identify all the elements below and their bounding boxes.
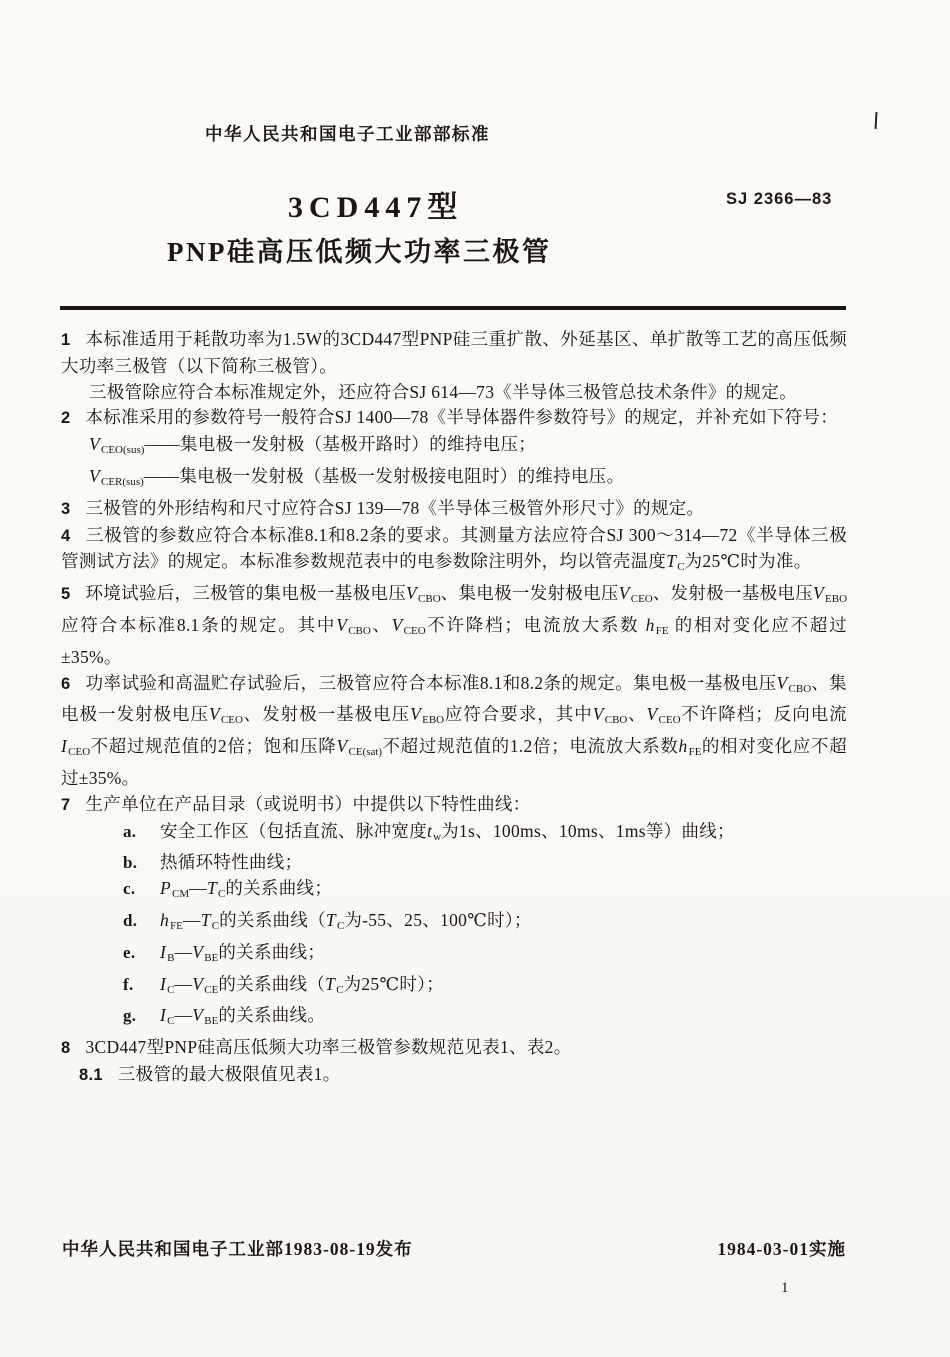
- text-segment: 、集电极一发射极电压: [61, 672, 847, 725]
- clause-continuation: [61, 464, 847, 496]
- symbol-subscript: EBO: [825, 593, 848, 606]
- clause-number: 8.1: [79, 1065, 103, 1084]
- clause-number: f.: [123, 974, 134, 994]
- symbol-variable: T: [666, 551, 677, 572]
- symbol-variable: T: [325, 909, 336, 930]
- document-title-model: 3CD447型: [288, 191, 464, 224]
- symbol-variable: V: [336, 614, 348, 635]
- text-segment: 、: [370, 614, 392, 635]
- symbol-subscript: CEO: [403, 624, 426, 637]
- text-segment: 三极管的参数应符合本标准8.1和8.2条的要求。其测量方法应符合SJ 300～314—72《半导体三极管测试方法》的规定。本标准参数规范表中的电参数除注明外，均以管壳温度: [61, 524, 847, 572]
- symbol-variable: t: [427, 820, 433, 841]
- text-segment: 三极管除应符合本标准规定外，还应符合SJ 614—73《半导体三极管总技术条件》的规定。: [89, 381, 797, 402]
- symbol-variable: V: [89, 465, 100, 486]
- text-segment: 本标准适用于耗散功率为1.5W的3CD447型PNP硅三重扩散、外延基区、单扩散等工艺的高压低频大功率三极管（以下简称三极管）。: [61, 329, 847, 376]
- clause-continuation: [61, 380, 847, 406]
- standard-number: SJ 2366—83: [726, 190, 833, 208]
- symbol-subscript: EBO: [422, 714, 445, 727]
- text-segment: 三极管的外形结构和尺寸应符合SJ 139—78《半导体三极管外形尺寸》的规定。: [85, 497, 705, 518]
- text-segment: 的相对变化应不超过±35%。: [61, 736, 847, 788]
- symbol-variable: h: [678, 736, 688, 757]
- clause-continuation: [61, 432, 847, 464]
- clause-number: 2: [61, 409, 71, 428]
- symbol-variable: V: [89, 434, 100, 455]
- clause-number: g.: [123, 1006, 137, 1026]
- symbol-variable: T: [325, 973, 336, 994]
- symbol-subscript: FE: [688, 746, 702, 759]
- text-segment: 的关系曲线（: [219, 909, 326, 930]
- symbol-variable: T: [200, 909, 211, 930]
- text-segment: 的相对变化应不超过±35%。: [61, 614, 847, 667]
- clause-number: 8: [61, 1039, 71, 1058]
- text-segment: 本标准采用的参数符号一般符合SJ 1400—78《半导体器件参数符号》的规定，并补充如下符号：: [85, 407, 838, 428]
- text-segment: 不超过规范值的1.2倍；电流放大系数: [382, 736, 679, 757]
- symbol-subscript: CER(sus): [101, 475, 144, 488]
- symbol-variable: V: [192, 941, 204, 962]
- symbol-subscript: CEO(sus): [101, 444, 145, 457]
- symbol-variable: V: [208, 704, 220, 725]
- document-body: [61, 327, 847, 1089]
- text-segment: 的关系曲线；: [218, 941, 326, 962]
- clause-number: 3: [61, 499, 71, 518]
- symbol-variable: V: [618, 583, 630, 604]
- clause-g-: [123, 1003, 847, 1035]
- text-segment: 环境试验后，三极管的集电极一基极电压: [85, 583, 407, 604]
- text-segment: 不许降档；电流放大系数: [425, 614, 646, 635]
- text-segment: 为25℃时）；: [343, 973, 444, 994]
- clause-6: [61, 671, 847, 792]
- symbol-variable: V: [391, 614, 403, 635]
- text-segment: —: [174, 1005, 193, 1026]
- clause-number: c.: [123, 879, 136, 899]
- footer-issue-info: 中华人民共和国电子工业部1983-08-19发布: [62, 1239, 413, 1259]
- clause-8-1: [61, 1062, 847, 1089]
- document-title-description: PNP硅高压低频大功率三极管: [167, 237, 552, 267]
- symbol-subscript: CEO: [630, 593, 653, 606]
- clause-f-: [123, 972, 847, 1004]
- text-segment: 的关系曲线（: [218, 973, 326, 994]
- symbol-subscript: CEO: [68, 746, 91, 759]
- text-segment: 、集电极一发射极电压: [440, 583, 619, 604]
- text-segment: 、发射极一基极电压: [652, 583, 814, 604]
- clause-number: 6: [61, 674, 71, 693]
- text-segment: 不许降档；反向电流: [680, 704, 847, 725]
- text-segment: —: [182, 909, 201, 930]
- symbol-variable: I: [61, 736, 68, 757]
- symbol-subscript: C: [336, 983, 344, 996]
- text-segment: 的关系曲线。: [218, 1005, 326, 1026]
- symbol-variable: P: [160, 878, 171, 899]
- page-number: 1: [781, 1280, 789, 1296]
- symbol-variable: V: [336, 736, 348, 757]
- clause-1: [61, 327, 847, 380]
- symbol-variable: V: [410, 704, 422, 725]
- clause-8: [61, 1035, 847, 1062]
- text-segment: —: [174, 973, 193, 994]
- symbol-variable: V: [646, 704, 658, 725]
- symbol-subscript: C: [336, 919, 345, 932]
- clause-5: [61, 581, 847, 670]
- symbol-subscript: CE: [204, 983, 219, 996]
- symbol-variable: V: [406, 583, 418, 604]
- clause-7: [61, 792, 847, 819]
- text-segment: 的关系曲线；: [225, 878, 333, 899]
- clause-c-: [123, 876, 847, 908]
- text-segment: 应符合本标准8.1条的规定。其中: [61, 614, 337, 635]
- clause-d-: [123, 908, 847, 940]
- clause-number: 7: [61, 795, 71, 814]
- standard-org-header: 中华人民共和国电子工业部部标准: [205, 124, 490, 144]
- clause-number: 1: [61, 331, 71, 349]
- text-segment: —: [189, 878, 207, 899]
- symbol-subscript: CBO: [348, 624, 371, 637]
- text-segment: 为1s、100ms、10ms、1ms等）曲线；: [441, 820, 735, 841]
- symbol-variable: V: [592, 704, 604, 725]
- symbol-subscript: CM: [172, 888, 190, 901]
- clause-2: [61, 405, 847, 432]
- symbol-subscript: CBO: [418, 593, 441, 606]
- text-segment: ——集电极一发射极（基极一发射极接电阻时）的维持电压。: [143, 465, 625, 486]
- symbol-variable: V: [192, 973, 204, 994]
- symbol-variable: T: [206, 878, 217, 899]
- clause-number: e.: [123, 942, 136, 962]
- text-segment: 热循环特性曲线；: [160, 852, 303, 873]
- clause-number: d.: [123, 910, 138, 930]
- symbol-subscript: CBO: [604, 714, 628, 727]
- symbol-variable: h: [645, 614, 655, 635]
- symbol-subscript: FE: [655, 624, 669, 637]
- text-segment: 生产单位在产品目录（或说明书）中提供以下特性曲线：: [85, 793, 531, 814]
- text-segment: ——集电极一发射极（基极开路时）的维持电压；: [144, 434, 536, 455]
- symbol-subscript: B: [167, 951, 175, 964]
- clause-e-: [123, 940, 847, 972]
- symbol-variable: V: [192, 1005, 204, 1026]
- symbol-subscript: C: [211, 919, 220, 932]
- symbol-variable: h: [160, 909, 170, 930]
- symbol-variable: I: [160, 1005, 167, 1026]
- clause-number: b.: [123, 853, 138, 873]
- scan-artifact-mark: [875, 112, 878, 129]
- clause-number: a.: [123, 821, 137, 841]
- symbol-subscript: CBO: [788, 682, 812, 695]
- clause-number: 4: [61, 526, 71, 545]
- document-footer: [62, 1236, 846, 1261]
- symbol-subscript: CE(sat): [348, 746, 383, 759]
- text-segment: 三极管的最大极限值见表1。: [117, 1063, 341, 1084]
- text-segment: 应符合要求，其中: [444, 704, 593, 725]
- symbol-subscript: C: [167, 983, 175, 996]
- symbol-subscript: BE: [204, 951, 219, 964]
- text-segment: —: [174, 941, 193, 962]
- symbol-subscript: CEO: [220, 714, 243, 727]
- symbol-subscript: CEO: [658, 714, 681, 727]
- text-segment: 3CD447型PNP硅高压低频大功率三极管参数规范见表1、表2。: [85, 1037, 572, 1058]
- symbol-subscript: C: [167, 1015, 175, 1028]
- symbol-subscript: C: [217, 888, 226, 901]
- symbol-variable: V: [776, 672, 788, 693]
- symbol-variable: V: [813, 583, 825, 604]
- text-segment: 为25℃时为准。: [684, 551, 812, 572]
- text-segment: 功率试验和高温贮存试验后，三极管应符合本标准8.1和8.2条的规定。集电极一基极电压: [85, 672, 777, 693]
- symbol-subscript: C: [677, 561, 685, 574]
- text-segment: 、发射极一基极电压: [242, 704, 411, 725]
- clause-3: [61, 496, 847, 523]
- text-segment: 、: [627, 704, 647, 725]
- symbol-subscript: FE: [170, 919, 183, 932]
- text-segment: 不超过规范值的2倍；饱和压降: [90, 736, 337, 757]
- symbol-variable: I: [160, 941, 167, 962]
- clause-4: [61, 523, 847, 582]
- symbol-subscript: w: [433, 830, 442, 843]
- clause-b-: [123, 850, 847, 876]
- text-segment: 安全工作区（包括直流、脉冲宽度: [160, 820, 427, 841]
- header-divider-rule: [60, 306, 846, 310]
- symbol-subscript: BE: [204, 1015, 219, 1028]
- text-segment: 为-55、25、100℃时）；: [344, 909, 532, 930]
- clause-a-: [123, 819, 847, 851]
- clause-number: 5: [61, 585, 71, 604]
- footer-implement-info: 1984-03-01实施: [717, 1239, 846, 1259]
- symbol-variable: I: [160, 973, 167, 994]
